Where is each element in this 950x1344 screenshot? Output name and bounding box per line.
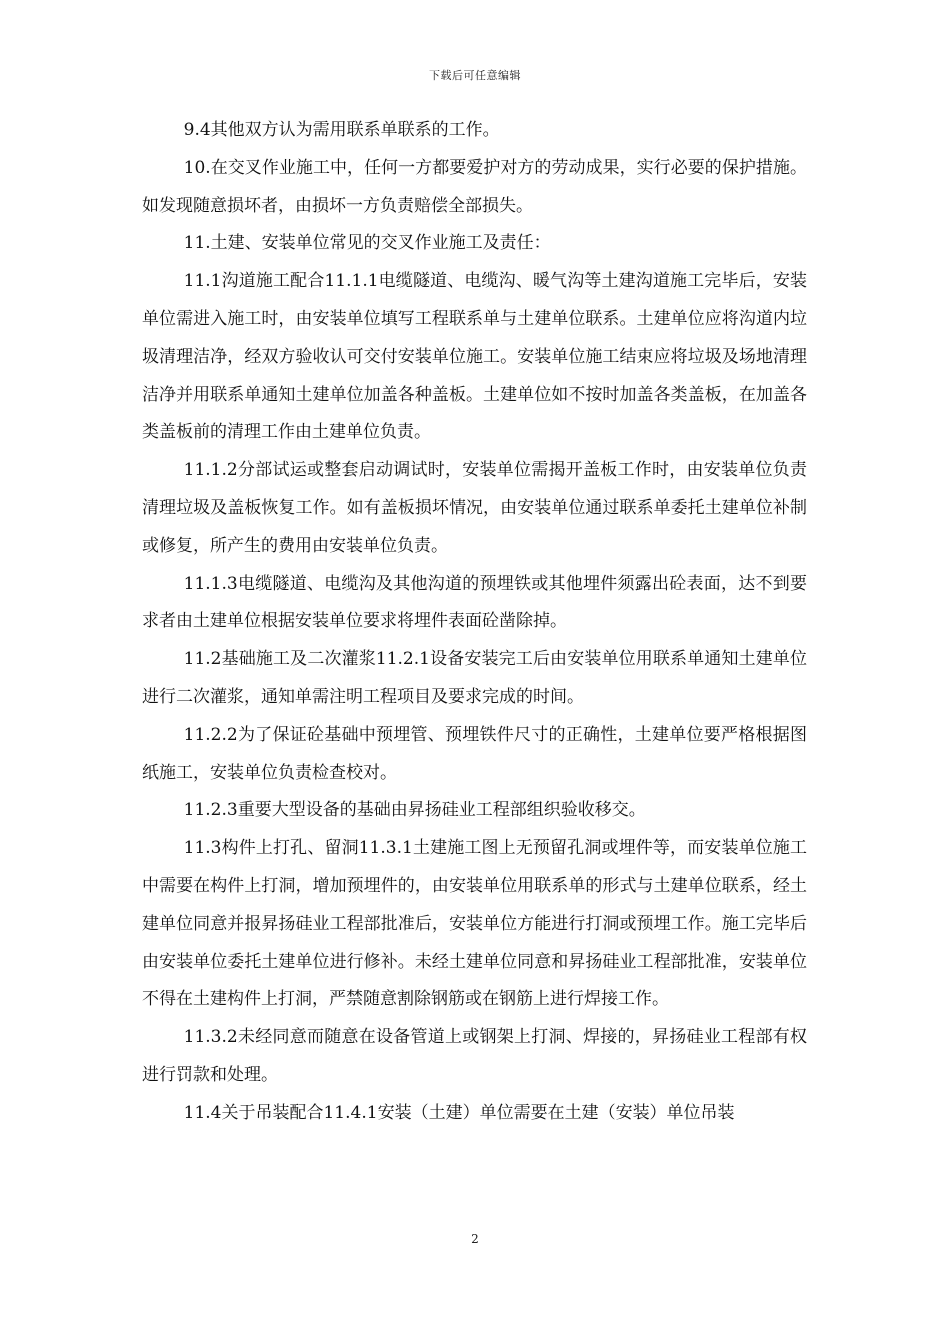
page-number: 2 — [471, 1232, 479, 1246]
paragraph-11-2: 11.2基础施工及二次灌浆11.2.1设备安装完工后由安装单位用联系单通知土建单位进行二次灌浆，通知单需注明工程项目及要求完成的时间。 — [142, 649, 807, 707]
paragraph-11-3-2: 11.3.2未经同意而随意在设备管道上或钢架上打洞、焊接的，昇扬硅业工程部有权进行罚款和处理。 — [142, 1027, 807, 1085]
paragraph-11-1-3: 11.1.3电缆隧道、电缆沟及其他沟道的预埋铁或其他埋件须露出砼表面，达不到要求者由土建单位根据安装单位要求将埋件表面砼凿除掉。 — [142, 573, 807, 632]
document-body — [142, 112, 807, 1133]
paragraph-9-4: 9.4其他双方认为需用联系单联系的工作。 — [183, 120, 500, 140]
page-header: 下载后可任意编辑 — [429, 69, 521, 82]
paragraph-11-4: 11.4关于吊装配合11.4.1安装（土建）单位需要在土建（安装）单位吊装 — [183, 1102, 735, 1123]
paragraph-11-1: 11.1沟道施工配合11.1.1电缆隧道、电缆沟、暖气沟等土建沟道施工完毕后，安装单位需进入施工时，由安装单位填写工程联系单与土建单位联系。土建单位应将沟道内垃圾清理洁净，经双方验收认可交付安装单位施工。安装单位施工结束应将垃圾及场地清理洁净并用联系单通知土建单位加盖各种盖板。土建单位如不按时加盖各类盖板，在加盖各类盖板前的清理工作由土建单位负责。 — [142, 271, 807, 443]
paragraph-11-1-2: 11.1.2分部试运或整套启动调试时，安装单位需揭开盖板工作时，由安装单位负责清理垃圾及盖板恢复工作。如有盖板损坏情况，由安装单位通过联系单委托土建单位补制或修复，所产生的费用由安装单位负责。 — [142, 460, 807, 556]
paragraph-11-2-3: 11.2.3重要大型设备的基础由昇扬硅业工程部组织验收移交。 — [183, 800, 646, 821]
paragraph-11-2-2: 11.2.2为了保证砼基础中预埋管、预埋铁件尺寸的正确性，土建单位要严格根据图纸施工，安装单位负责检查校对。 — [142, 724, 807, 783]
paragraph-11-3: 11.3构件上打孔、留洞11.3.1土建施工图上无预留孔洞或埋件等，而安装单位施工中需要在构件上打洞，增加预埋件的，由安装单位用联系单的形式与土建单位联系，经土建单位同意并报昇扬硅业工程部批准后，安装单位方能进行打洞或预埋工作。施工完毕后由安装单位委托土建单位进行修补。未经土建单位同意和昇扬硅业工程部批准，安装单位不得在土建构件上打洞，严禁随意割除钢筋或在钢筋上进行焊接工作。 — [142, 838, 807, 1010]
paragraph-11: 11.土建、安装单位常见的交叉作业施工及责任： — [183, 233, 551, 254]
paragraph-10: 10.在交叉作业施工中，任何一方都要爱护对方的劳动成果，实行必要的保护措施。如发现随意损坏者，由损坏一方负责赔偿全部损失。 — [142, 157, 807, 216]
